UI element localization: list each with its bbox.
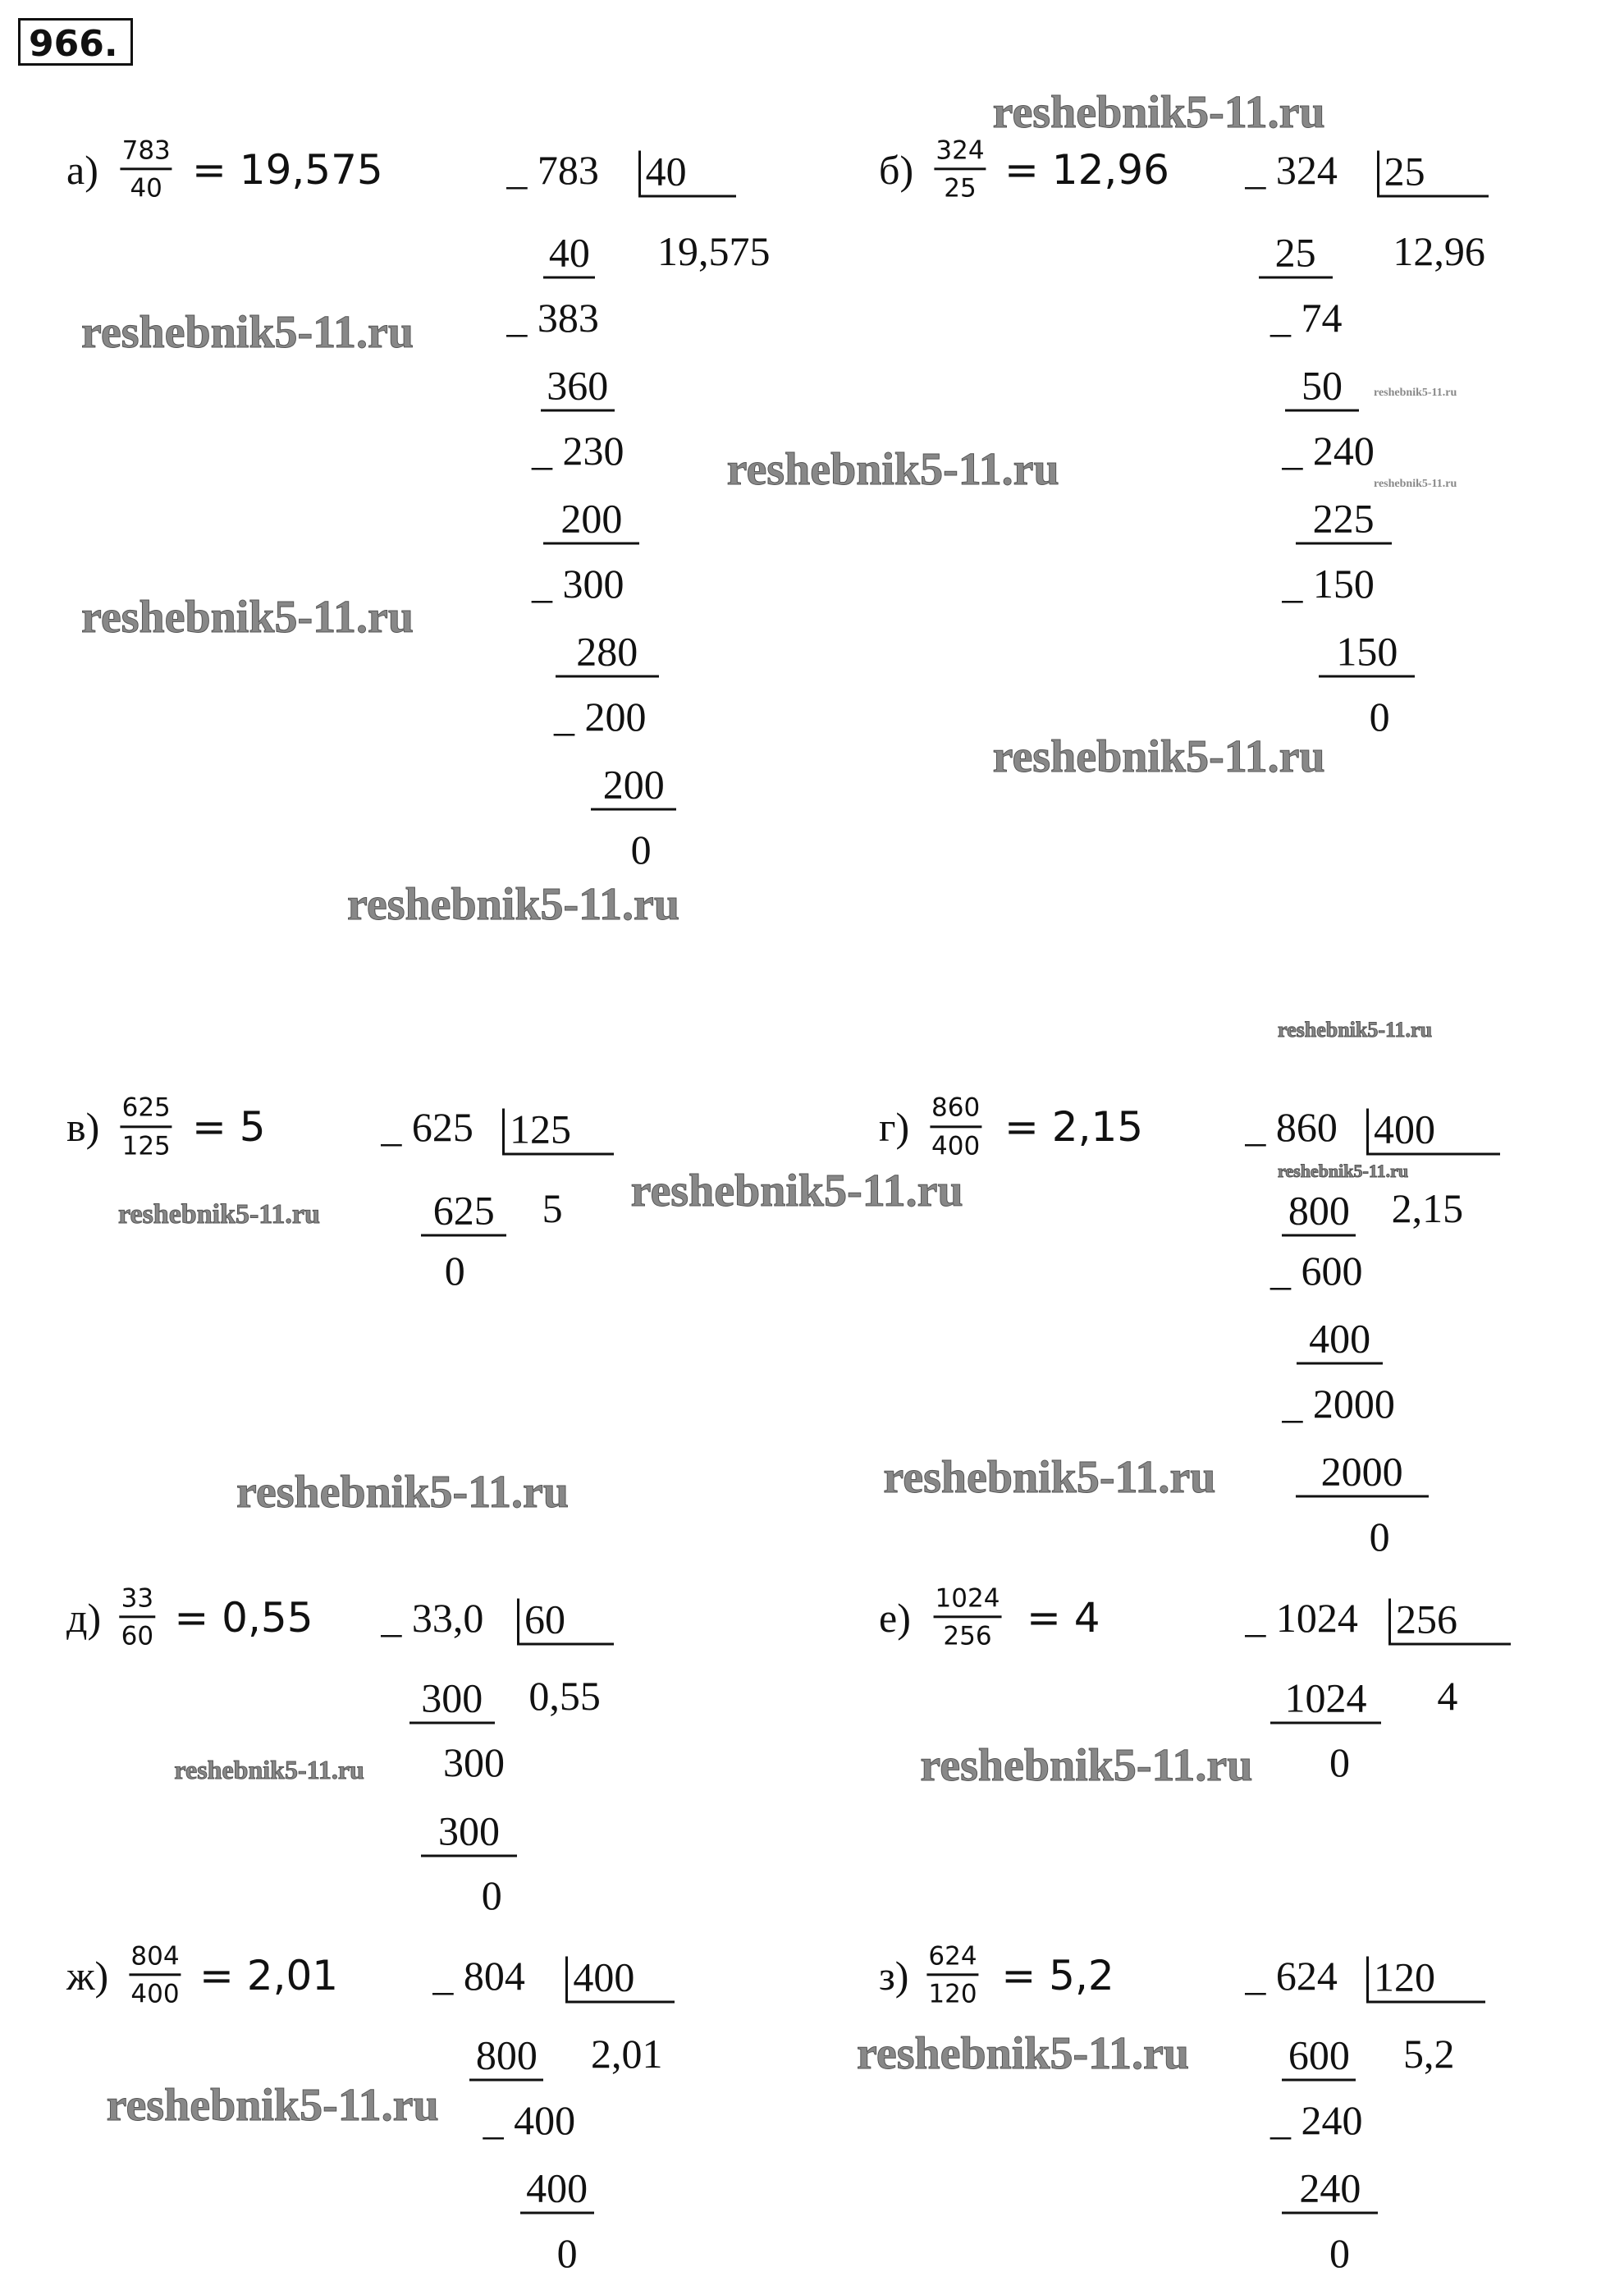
division-row: 0 bbox=[1369, 694, 1390, 740]
watermark: reshebnik5-11.ru bbox=[118, 1198, 320, 1230]
divisor: 60 bbox=[517, 1599, 614, 1646]
division-row: 200 bbox=[591, 764, 676, 811]
result: = 2,01 bbox=[199, 1951, 339, 1999]
problem-label: з) bbox=[879, 1952, 909, 1999]
denominator: 40 bbox=[130, 173, 162, 204]
division-row: 0,55 bbox=[528, 1673, 601, 1720]
division-row: _ 300 bbox=[532, 561, 624, 607]
division-row: _ 150 bbox=[1282, 561, 1375, 607]
watermark: reshebnik5-11.ru bbox=[992, 731, 1325, 782]
result: = 5,2 bbox=[1001, 1951, 1114, 1999]
division-row: 225 bbox=[1296, 498, 1392, 545]
watermark: reshebnik5-11.ru bbox=[81, 307, 414, 358]
result: = 0,55 bbox=[174, 1594, 313, 1642]
division-row: _ 600 bbox=[1270, 1248, 1363, 1294]
denominator: 400 bbox=[130, 1979, 180, 2009]
divisor: 120 bbox=[1366, 1957, 1485, 2004]
denominator: 120 bbox=[928, 1979, 977, 2009]
watermark: reshebnik5-11.ru bbox=[883, 1452, 1216, 1503]
division-row: 1024 bbox=[1270, 1677, 1381, 1724]
division-row: _ 240 bbox=[1282, 428, 1375, 474]
watermark: reshebnik5-11.ru bbox=[106, 2080, 439, 2131]
division-row: 2,15 bbox=[1391, 1185, 1464, 1232]
division-row: 0 bbox=[630, 827, 652, 873]
division-row: 25 bbox=[1259, 232, 1333, 279]
fraction bbox=[129, 1941, 181, 2009]
division-row: _ 624 bbox=[1245, 1952, 1338, 1999]
watermark: reshebnik5-11.ru bbox=[81, 592, 414, 644]
divisor: 25 bbox=[1377, 151, 1489, 198]
denominator: 60 bbox=[121, 1621, 154, 1651]
division-row: _ 860 bbox=[1245, 1104, 1338, 1151]
division-row: 50 bbox=[1285, 365, 1359, 412]
watermark: reshebnik5-11.ru bbox=[174, 1755, 364, 1785]
fraction bbox=[926, 1941, 978, 2009]
watermark: reshebnik5-11.ru bbox=[1278, 1017, 1433, 1042]
denominator: 400 bbox=[931, 1130, 981, 1161]
exercise-number: 966. bbox=[18, 18, 133, 66]
denominator: 25 bbox=[944, 173, 977, 204]
division-row: 40 bbox=[543, 232, 595, 279]
division-row: _ 804 bbox=[432, 1952, 525, 1999]
division-row: 300 bbox=[443, 1739, 505, 1786]
numerator: 1024 bbox=[934, 1583, 1002, 1618]
division-row: 300 bbox=[421, 1810, 517, 1857]
division-row: 5 bbox=[542, 1185, 563, 1232]
division-row: 600 bbox=[1282, 2035, 1356, 2082]
division-row: 0 bbox=[481, 1872, 502, 1919]
division-row: _ 324 bbox=[1245, 147, 1338, 193]
problem-label: д) bbox=[66, 1595, 102, 1641]
division-row: 150 bbox=[1319, 631, 1415, 678]
numerator: 624 bbox=[926, 1941, 978, 1976]
division-row: 200 bbox=[543, 498, 639, 545]
numerator: 860 bbox=[930, 1093, 981, 1128]
divisor: 256 bbox=[1388, 1599, 1511, 1646]
division-row: 280 bbox=[556, 631, 659, 678]
division-row: _ 783 bbox=[506, 147, 599, 193]
numerator: 33 bbox=[120, 1583, 155, 1618]
division-row: 0 bbox=[444, 1248, 465, 1294]
denominator: 256 bbox=[943, 1621, 992, 1651]
result: = 2,15 bbox=[1004, 1103, 1144, 1152]
fraction bbox=[121, 1093, 172, 1161]
division-row: _ 2000 bbox=[1282, 1381, 1395, 1427]
watermark: reshebnik5-11.ru bbox=[347, 878, 680, 930]
division-row: 300 bbox=[409, 1677, 495, 1724]
division-row: 360 bbox=[541, 365, 615, 412]
division-row: 0 bbox=[1329, 1739, 1350, 1786]
division-row: 2000 bbox=[1296, 1451, 1429, 1498]
watermark: reshebnik5-11.ru bbox=[857, 2028, 1190, 2079]
divisor: 125 bbox=[502, 1108, 614, 1155]
problem-label: ж) bbox=[66, 1952, 109, 1999]
divisor: 400 bbox=[1366, 1108, 1500, 1155]
watermark: reshebnik5-11.ru bbox=[726, 444, 1059, 496]
division-row: 19,575 bbox=[657, 228, 771, 274]
denominator: 125 bbox=[121, 1130, 171, 1161]
division-row: 400 bbox=[1297, 1318, 1382, 1365]
result: = 4 bbox=[1027, 1594, 1100, 1642]
division-row: 0 bbox=[1329, 2230, 1350, 2276]
divisor: 40 bbox=[638, 151, 737, 198]
divisor: 400 bbox=[565, 1957, 674, 2004]
fraction bbox=[934, 135, 986, 204]
fraction bbox=[930, 1093, 981, 1161]
problem-label: г) bbox=[879, 1104, 910, 1151]
division-row: _ 230 bbox=[532, 428, 624, 474]
watermark: reshebnik5-11.ru bbox=[1374, 386, 1457, 399]
watermark: reshebnik5-11.ru bbox=[630, 1165, 963, 1216]
division-row: _ 400 bbox=[483, 2097, 576, 2143]
result: = 12,96 bbox=[1004, 146, 1169, 194]
numerator: 804 bbox=[129, 1941, 181, 1976]
watermark: reshebnik5-11.ru bbox=[236, 1467, 570, 1518]
division-row: _ 383 bbox=[506, 295, 599, 341]
watermark: reshebnik5-11.ru bbox=[1374, 478, 1457, 491]
division-row: _ 1024 bbox=[1245, 1595, 1358, 1641]
division-row: 800 bbox=[469, 2035, 543, 2082]
watermark: reshebnik5-11.ru bbox=[1278, 1161, 1409, 1182]
numerator: 625 bbox=[121, 1093, 172, 1128]
division-row: _ 33,0 bbox=[381, 1595, 484, 1641]
watermark: reshebnik5-11.ru bbox=[992, 86, 1325, 138]
division-row: 625 bbox=[421, 1189, 506, 1236]
fraction bbox=[120, 1583, 155, 1651]
problem-label: в) bbox=[66, 1104, 100, 1151]
division-row: 0 bbox=[1369, 1514, 1390, 1560]
division-row: 240 bbox=[1282, 2168, 1378, 2215]
division-row: 12,96 bbox=[1393, 228, 1485, 274]
watermark: reshebnik5-11.ru bbox=[920, 1740, 1253, 1791]
division-row: _ 625 bbox=[381, 1104, 473, 1151]
result: = 5 bbox=[192, 1103, 266, 1152]
problem-label: б) bbox=[879, 147, 914, 193]
division-row: 2,01 bbox=[591, 2031, 663, 2077]
division-row: 800 bbox=[1282, 1189, 1356, 1236]
division-row: 0 bbox=[556, 2230, 578, 2276]
fraction bbox=[934, 1583, 1002, 1651]
problem-label: е) bbox=[879, 1595, 911, 1641]
problem-label: а) bbox=[66, 147, 98, 193]
division-row: 400 bbox=[520, 2168, 594, 2215]
division-row: _ 74 bbox=[1270, 295, 1343, 341]
division-row: _ 200 bbox=[554, 694, 647, 740]
division-row: 4 bbox=[1437, 1673, 1458, 1720]
numerator: 324 bbox=[934, 135, 986, 170]
result: = 19,575 bbox=[192, 146, 383, 194]
numerator: 783 bbox=[121, 135, 172, 170]
division-row: _ 240 bbox=[1270, 2097, 1363, 2143]
division-row: 5,2 bbox=[1403, 2031, 1455, 2077]
fraction bbox=[121, 135, 172, 204]
